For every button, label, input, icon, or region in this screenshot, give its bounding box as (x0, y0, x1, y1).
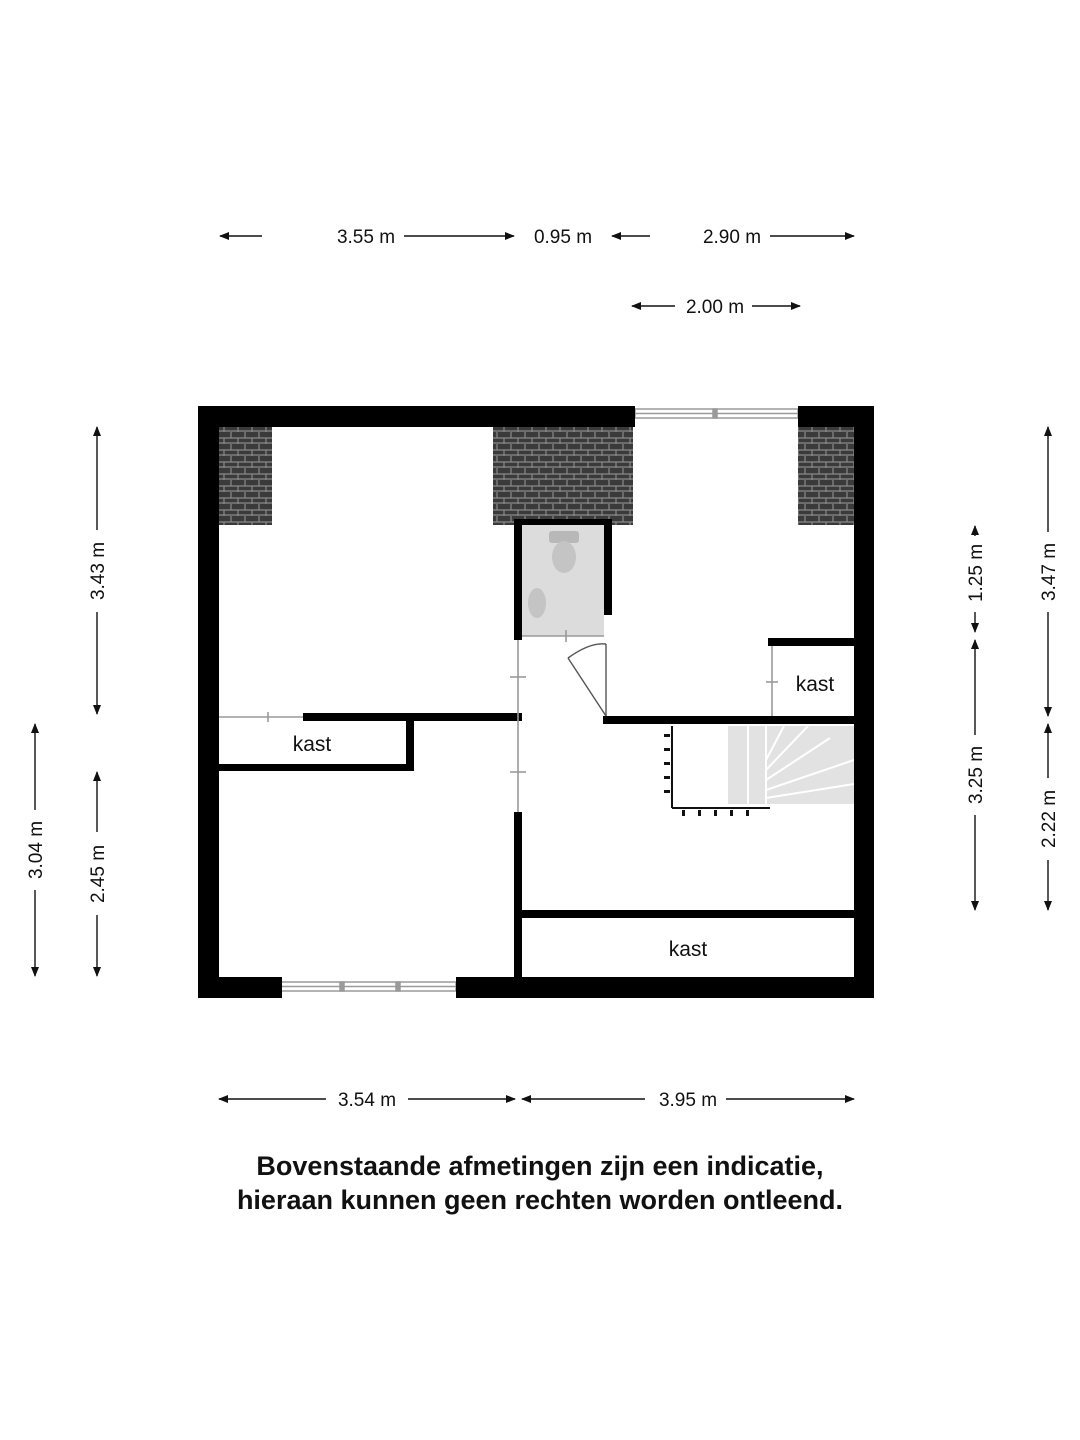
dim-top-middle: 0.95 m (533, 227, 593, 248)
door-swing (568, 644, 606, 716)
roof-tiles (219, 427, 854, 525)
dim-left-inner-upper: 3.43 m (88, 541, 109, 601)
staircase (664, 726, 854, 816)
room-label-kast-bottom: kast (668, 938, 708, 961)
disclaimer (0, 1149, 1080, 1217)
toilet-bowl-icon (552, 541, 576, 573)
dim-bottom-right: 3.95 m (658, 1090, 718, 1111)
room-label-kast-left: kast (292, 733, 332, 756)
room-label-kast-right: kast (795, 673, 835, 696)
disclaimer-line-2: hieraan kunnen geen rechten worden ontleend. (236, 1185, 844, 1215)
dim-right-outer-upper: 3.47 m (1039, 542, 1060, 602)
dim-top-window: 2.00 m (685, 297, 745, 318)
dim-right-inner-lower: 3.25 m (966, 745, 987, 805)
dim-left-outer-lower: 3.04 m (26, 820, 47, 880)
disclaimer-line-1: Bovenstaande afmetingen zijn een indicatie, (256, 1151, 824, 1181)
toilet-room (522, 525, 604, 636)
dim-left-inner-lower: 2.45 m (88, 844, 109, 904)
dim-top-left: 3.55 m (336, 227, 396, 248)
dim-top-right: 2.90 m (702, 227, 762, 248)
dim-right-inner-upper: 1.25 m (966, 543, 987, 603)
sink-icon (528, 588, 546, 618)
dim-right-outer-lower: 2.22 m (1039, 789, 1060, 849)
dim-bottom-left: 3.54 m (337, 1090, 397, 1111)
dimension-lines (35, 236, 1048, 1099)
